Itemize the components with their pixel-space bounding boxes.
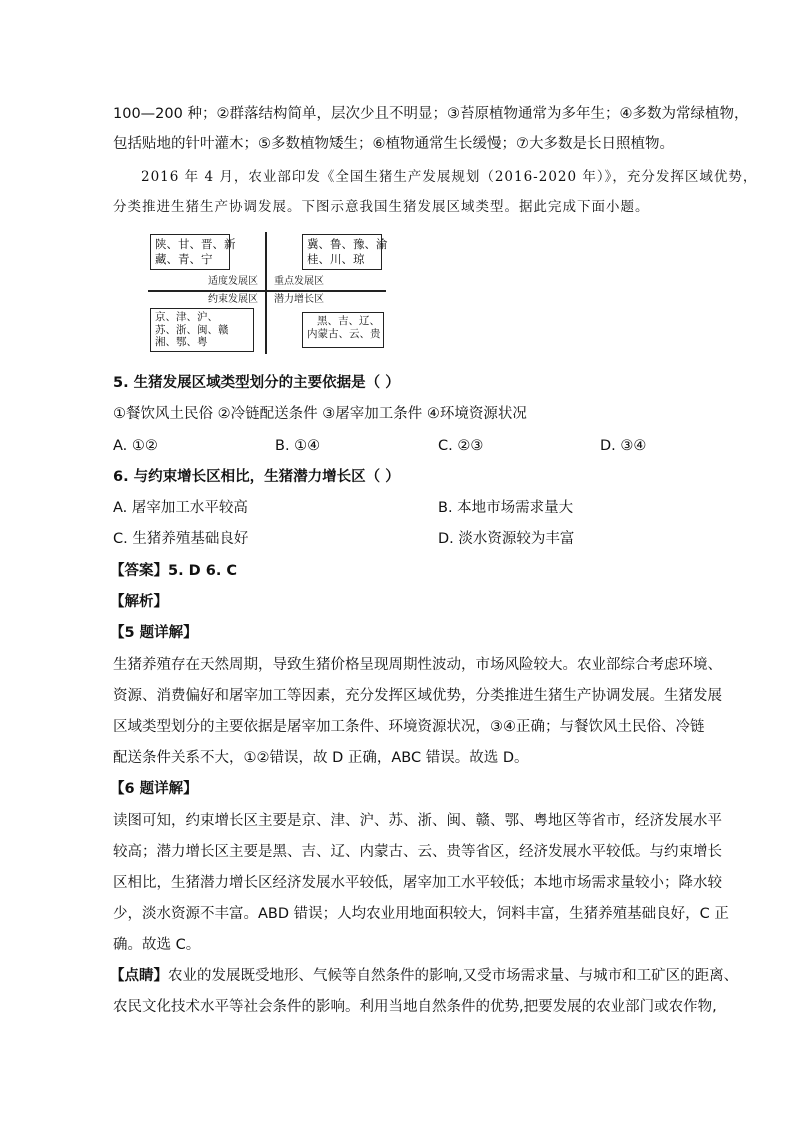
diagram-horizontal-axis (148, 290, 386, 292)
box-potential-provinces (302, 312, 384, 348)
passage-line-2: 分类推进生猪生产协调发展。下图示意我国生猪发展区域类型。据此完成下面小题。 (113, 199, 650, 215)
diagram-vertical-axis (265, 232, 267, 354)
intro-line-2: 包括贴地的针叶灌木；⑤多数植物矮生；⑥植物通常生长缓慢；⑦大多数是长日照植物。 (113, 136, 674, 152)
q6-options-row1 (113, 498, 673, 518)
q6-options-row2 (113, 529, 673, 549)
q6-stem: 6. 与约束增长区相比，生猪潜力增长区（ ） (113, 469, 400, 485)
tip-label: 【点睛】 (110, 968, 168, 984)
box-line: 冀、鲁、豫、渝 (307, 237, 388, 251)
q6-detail-line-2: 较高；潜力增长区主要是黑、吉、辽、内蒙古、云、贵等省区，经济发展水平较低。与约束增长 (113, 844, 722, 860)
q6-option-c[interactable]: C. 生猪养殖基础良好 (113, 531, 249, 547)
q6-option-a[interactable]: A. 屠宰加工水平较高 (113, 500, 248, 516)
q6-detail-line-1: 读图可知，约束增长区主要是京、津、沪、苏、浙、闽、赣、鄂、粤地区等省市，经济发展水平 (113, 813, 722, 829)
tip-line-1 (110, 966, 738, 986)
q5-items: ①餐饮风土民俗 ②冷链配送条件 ③屠宰加工条件 ④环境资源状况 (113, 406, 527, 422)
q6-option-b[interactable]: B. 本地市场需求量大 (438, 500, 574, 516)
q5-option-c[interactable]: C. ②③ (438, 438, 484, 454)
q5-detail-line-2: 资源、消费偏好和屠宰加工等因素，充分发挥区域优势，分类推进生猪生产协调发展。生猪发展 (113, 688, 722, 704)
box-line: 陕、甘、晋、新 (155, 237, 236, 251)
tip-text-1: 农业的发展既受地形、气候等自然条件的影响,又受市场需求量、与城市和工矿区的距离、 (168, 968, 739, 984)
label-key-zone: 重点发展区 (274, 276, 324, 287)
box-line: 湘、鄂、粤 (155, 336, 208, 348)
q5-option-a[interactable]: A. ①② (113, 438, 158, 454)
tip-line-2: 农民文化技术水平等社会条件的影响。利用当地自然条件的优势,把要发展的农业部门或农作物, (113, 999, 717, 1015)
box-line: 黑、吉、辽、 (317, 315, 380, 327)
box-line: 内蒙古、云、贵 (307, 328, 381, 340)
q5-detail-line-4: 配送条件关系不大，①②错误，故 D 正确，ABC 错误。故选 D。 (113, 750, 529, 766)
intro-line-1: 100—200 种；②群落结构简单，层次少且不明显；③苔原植物通常为多年生；④多数为常绿植物， (113, 106, 749, 122)
q5-detail-line-1: 生猪养殖存在天然周期，导致生猪价格呈现周期性波动，市场风险较大。农业部综合考虑环境、 (113, 657, 722, 673)
q5-detail-label: 【5 题详解】 (110, 625, 198, 641)
label-constraint-zone: 约束发展区 (208, 294, 258, 305)
box-line: 桂、川、琼 (307, 252, 365, 266)
q6-option-d[interactable]: D. 淡水资源较为丰富 (438, 531, 575, 547)
q5-options (113, 436, 673, 456)
q5-option-b[interactable]: B. ①④ (275, 438, 321, 454)
box-line: 京、津、沪、 (155, 311, 218, 323)
box-line: 苏、浙、闽、赣 (155, 323, 229, 336)
q6-detail-line-3: 区相比，生猪潜力增长区经济发展水平较低，屠宰加工水平较低；本地市场需求量较小；降水较 (113, 875, 722, 891)
label-moderate-zone: 适度发展区 (208, 276, 258, 287)
q6-detail-line-4: 少，淡水资源不丰富。ABD 错误；人均农业用地面积较大，饲料丰富，生猪养殖基础良好，C 正 (113, 906, 729, 922)
q6-detail-label: 【6 题详解】 (110, 781, 198, 797)
label-potential-zone: 潜力增长区 (274, 294, 324, 305)
q5-option-d[interactable]: D. ③④ (600, 438, 647, 454)
analysis-label: 【解析】 (110, 594, 168, 610)
q5-detail-line-3: 区域类型划分的主要依据是屠宰加工条件、环境资源状况，③④正确；与餐饮风土民俗、冷链 (113, 719, 705, 735)
q6-detail-line-5: 确。故选 C。 (113, 937, 201, 953)
box-constraint-provinces (150, 308, 254, 352)
passage-line-1: 2016 年 4 月，农业部印发《全国生猪生产发展规划（2016-2020 年）》，充分发挥区域优势， (141, 169, 758, 185)
answer-line: 【答案】5. D 6. C (110, 563, 238, 579)
region-diagram (148, 230, 386, 354)
q5-stem: 5. 生猪发展区域类型划分的主要依据是（ ） (113, 375, 400, 391)
box-key-provinces (302, 234, 388, 270)
box-line: 藏、青、宁 (155, 252, 213, 266)
box-moderate-provinces (150, 234, 236, 270)
